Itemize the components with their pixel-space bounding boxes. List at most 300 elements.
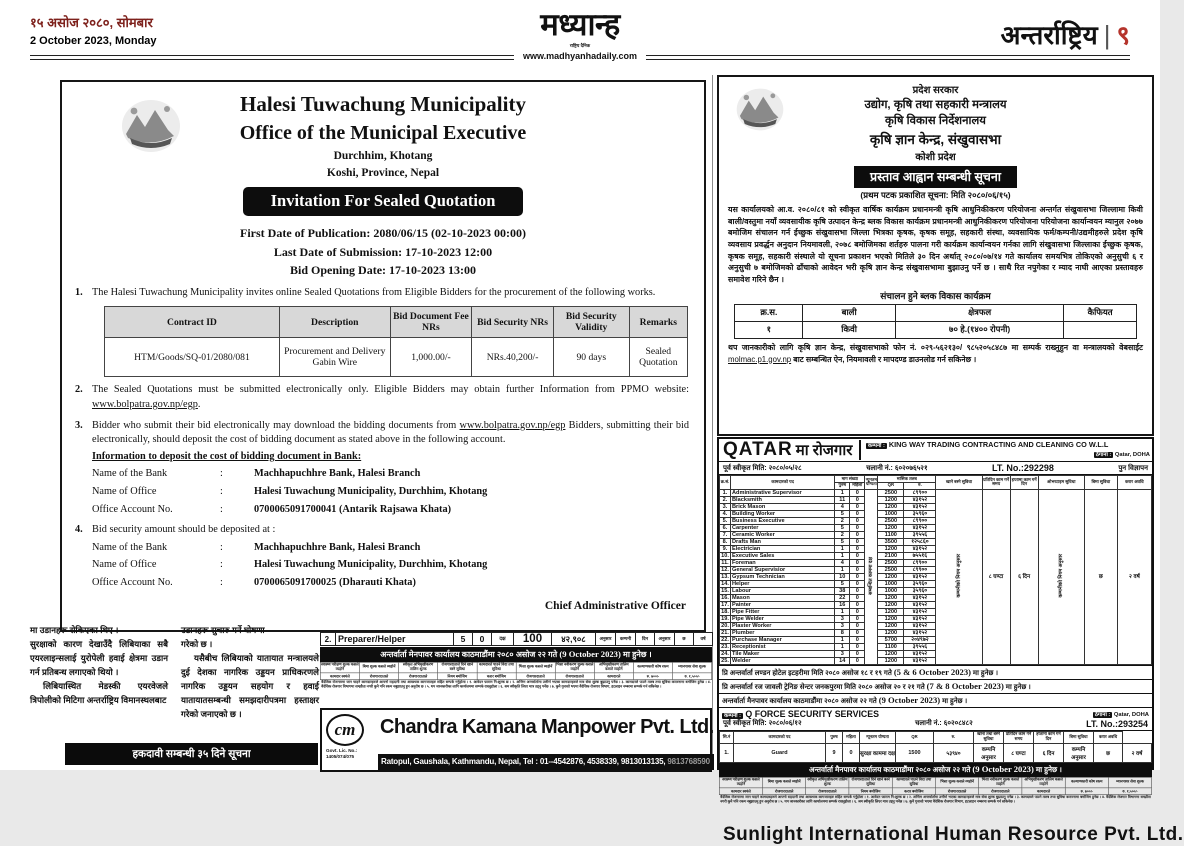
- account-row: [92, 503, 689, 518]
- fineprint-header: भिसा नवीकरण शुल्क कसले व्यहोर्ने: [979, 777, 1022, 787]
- job-cell: ८९९००: [904, 489, 936, 496]
- col-qr: QR: [878, 482, 904, 489]
- interview-text-end: मा हुनेछ ।: [940, 697, 968, 705]
- job-cell: 0: [850, 566, 865, 573]
- english-date: 2 October 2023, Monday: [30, 35, 157, 47]
- job-cell: 5.: [720, 517, 731, 524]
- account-row: [92, 576, 689, 591]
- qforce-col-header: सि.नं: [720, 731, 734, 743]
- fineprint-value: रोजगारदाताले: [935, 788, 978, 795]
- fineprint-value: रोजगारदाताले: [516, 672, 555, 679]
- job-cell: २०४९७२: [904, 636, 936, 643]
- job-cell: 0: [850, 496, 865, 503]
- office-name-value: Halesi Tuwachung Municipality, Durchhim, Khotang: [254, 486, 488, 498]
- notice-item-1: [62, 286, 704, 301]
- bar-text-end: मा हुनेछ ।: [1033, 765, 1062, 775]
- news-paragraph: सुरक्षाको कारण देखाउँदै लिबियाका सबै एयरलाइन्सलाई युरोपेली हवाई क्षेत्रमा उडान गर्न प्रतिबन्ध लगाएको थियो ।: [30, 638, 168, 677]
- col-crop: बाली: [803, 304, 895, 321]
- interview-date: (5 & 6 October 2023): [893, 666, 971, 677]
- item-text: [92, 419, 704, 518]
- job-cell: ४३१५२: [904, 524, 936, 531]
- fineprint-value: कामदारले: [594, 672, 633, 679]
- address-label: ठेगाना :: [1095, 452, 1112, 458]
- job-cell: ४३१५२: [904, 622, 936, 629]
- job-cell: ४३१५२: [904, 601, 936, 608]
- job-cell: 11.: [721, 559, 729, 566]
- qforce-lt-number: LT. No.:293254: [1086, 718, 1148, 729]
- job-cell: 1200: [878, 524, 904, 531]
- qforce-col-header: खाना तथा बस्ने सुविधा: [974, 731, 1004, 743]
- office-name-value: Halesi Tuwachung Municipality, Durchhim, Khotang: [254, 559, 488, 571]
- qatar-title-en: QATAR: [723, 439, 793, 460]
- preparer-row: [321, 633, 713, 646]
- col-remarks: कैफियत: [1064, 304, 1136, 321]
- job-cell: 9.: [720, 545, 731, 552]
- item3-text: Bidder who submit their bid electronically may download the bidding documents from: [92, 419, 460, 431]
- job-cell: 25.: [721, 657, 729, 664]
- bar-text: अन्तर्वार्ता मेनपावर कार्यालय काठमाडौंमा २०८० असोज २२ गते: [380, 649, 560, 659]
- fineprint-header: भिसा शुल्क कसले व्यहोर्ने: [516, 662, 555, 672]
- job-cell: 8.: [720, 538, 731, 545]
- section-name: अन्तर्राष्ट्रिय: [1000, 20, 1098, 50]
- job-cell: 2.: [720, 496, 731, 503]
- agri-program-table: [734, 304, 1137, 339]
- job-cell: 0: [850, 615, 865, 622]
- job-cell: ३५९६०: [904, 580, 936, 587]
- job-cell: 0: [850, 559, 865, 566]
- province-govt: प्रदेश सरकार: [912, 85, 959, 96]
- job-cell: 1.: [720, 489, 731, 496]
- masthead-tagline: राष्ट्रिय दैनिक: [569, 43, 591, 49]
- news-paragraph: लिबियास्थित मेडस्की एयरवेजले त्रिपोलीको मिटिगा अन्तर्राष्ट्रिय विमानस्थलबाट: [30, 680, 168, 705]
- bar-date: (9 October 2023): [559, 648, 621, 659]
- fineprint-value: करार बमोजिम: [892, 788, 935, 795]
- ministry-website-link[interactable]: molmac.p1.gov.np: [728, 354, 792, 364]
- col-work-hours: प्रतिदिन काम गर्ने समय: [982, 476, 1010, 490]
- col-area: क्षेत्रफल: [895, 304, 1064, 321]
- job-cell: 3: [835, 615, 850, 622]
- bank-info-heading: Information to deposit the cost of bidding document in Bank:: [92, 450, 362, 462]
- office-name-row: [92, 558, 689, 573]
- job-cell: 21.: [721, 629, 729, 636]
- job-cell: 0: [850, 510, 865, 517]
- row-sn: 2.: [321, 633, 336, 646]
- job-cell: Carpenter: [731, 524, 835, 531]
- masthead-title: मध्यान्ह: [540, 7, 620, 42]
- qforce-col-header: कामदारको पद: [734, 731, 826, 743]
- qatar-title-np: मा रोजगार: [795, 442, 853, 459]
- job-cell: 11: [835, 496, 850, 503]
- fineprint-value: रोजगारदाताले: [763, 788, 806, 795]
- row-benefit: कम्पनी: [616, 633, 636, 646]
- section-title: [1001, 16, 1130, 52]
- fineprint-header: रोजगारदाताले दिने खाने बस्ने सुविधा: [849, 777, 892, 787]
- fineprint-value: रु. ७००/-: [1065, 788, 1108, 795]
- col-female: महिला: [850, 482, 865, 489]
- qf-female: 0: [843, 743, 860, 762]
- fineprint-header-row: [719, 777, 1151, 787]
- job-cell: Administrative Supervisor: [731, 489, 835, 496]
- job-cell: 0: [850, 489, 865, 496]
- qforce-fineprint: [719, 777, 1152, 805]
- fineprint-paragraph: वैदेशिक रोजगारमा जान चाहने कामदारहरुले आफ्नो राहदानी तथा आवश्यक कागजातहरु सहित सम्पर्क गर्नुहोला । १. आवेदन फाराम नि:शुल्क छ । २. अन्तिम अन्तर्वार्तामा उत्तीर्ण भएका कामदारहरुले मात्र सेवा शुल्क बुझाउनु पर्नेछ । ३. कामदारले पाउने तलब तथा सुविधा करारनामा बमोजिम हुनेछ । ४. वैदेशिक रोजगार विभागमा सम्झौता नगरी कुनै पनि रकम नबुझाउनु हुन अनुरोध छ । ५. थप जानकारीका लागि कार्यालयमा सम्पर्क राख्नुहोला । ६. श्रम स्वीकृति लिएर मात्र उड्नु पर्नेछ । ७. कुनै गुनासो भएमा वैदेशिक रोजगार विभाग, हटलाइन नम्बरमा सम्पर्क गर्न सकिनेछ ।: [321, 679, 711, 689]
- job-cell: 0: [850, 657, 865, 664]
- job-cell: 1: [835, 545, 850, 552]
- job-cell: 1: [835, 608, 850, 615]
- fineprint-value: रोजगारदाताले: [979, 788, 1022, 795]
- job-cell: Executive Sales: [731, 552, 835, 559]
- job-cell: 1: [835, 636, 850, 643]
- row-salary-npr: ४२,९०८: [552, 633, 596, 646]
- job-cell: ३५९६०: [904, 510, 936, 517]
- row-male: 5: [454, 633, 473, 646]
- contract-table-header: [105, 307, 688, 338]
- qforce-col-header: महिला: [843, 731, 860, 743]
- qforce-col-header: करार अवधि: [1094, 731, 1123, 743]
- job-cell: 6.: [720, 524, 731, 531]
- qf-work-hours: ८ घण्टा: [1004, 743, 1034, 762]
- col-bid-doc-fee: Bid Document Fee NRs: [390, 307, 472, 338]
- job-cell: ४३१५२: [904, 594, 936, 601]
- fineprint-value-row: [320, 672, 711, 679]
- chandra-main: [378, 710, 714, 770]
- nepali-date: १५ असोज २०८०, सोमबार: [30, 15, 153, 30]
- bar-text: अन्तर्वार्ता मैनपावर कार्यालय काठमाडौंमा २०८० असोज २२ गते: [809, 765, 973, 775]
- agri-table-row: [735, 321, 1137, 338]
- agri-notice-subtitle: (प्रथम पटक प्रकाशित सूचना: मिति २०८०/०६/१५): [860, 190, 1011, 200]
- qatar-title: [719, 439, 856, 461]
- chalani-number: चलानी नं.: ६०२०७६५२१: [866, 464, 928, 472]
- office-label: Name of Office: [92, 559, 157, 571]
- qforce-approval-date: पूर्व स्वीकृत मिति: २०८०/०६/१२: [723, 720, 802, 728]
- job-cell: 22: [835, 594, 850, 601]
- cutoff-job-row: [320, 632, 713, 646]
- fineprint-header: भिसा शुल्क कसले व्यहोर्ने: [935, 777, 978, 787]
- contract-id: HTM/Goods/SQ-01/2080/081: [105, 338, 280, 377]
- fineprint-value: नियम बमोजिम: [849, 788, 892, 795]
- website-link[interactable]: www.madhyanhadaily.com: [514, 51, 646, 61]
- qatar-employment-ad: [717, 437, 1184, 845]
- ppmo-website-link[interactable]: www.bolpatra.gov.np/egp: [92, 399, 198, 410]
- cm-logo-icon: cm: [326, 714, 364, 746]
- sn-value: १: [735, 321, 803, 338]
- job-cell: 13.: [721, 573, 729, 580]
- job-cell: कम्पनीको नियम अनुसार: [1038, 489, 1084, 664]
- job-cell: ६ दिन: [1010, 489, 1038, 664]
- fineprint-value: रु. १,५००/-: [673, 672, 712, 679]
- company-label: कम्पनी :: [867, 443, 885, 449]
- job-cell: ४३१५२: [904, 503, 936, 510]
- qforce-col-header: पुरुष: [826, 731, 843, 743]
- item-number: 1.: [75, 286, 83, 298]
- col-sn: क्र.स.: [735, 304, 803, 321]
- item-text: [92, 383, 704, 412]
- agriculture-notice: [717, 75, 1154, 436]
- job-cell: 0: [850, 622, 865, 629]
- notice-item-4: [62, 523, 704, 590]
- interview-text: अन्तर्वार्ता मैनपावर कार्यालय काठमाडौंमा २०८० असोज २२ गते: [722, 697, 879, 705]
- col-overtime: ओभरटाइम सुविधा: [1038, 476, 1084, 490]
- col-salary: मासिक तलब: [878, 476, 936, 483]
- item-number: 3.: [75, 419, 83, 431]
- job-cell: 0: [850, 503, 865, 510]
- job-cell: ८९९००: [904, 566, 936, 573]
- job-cell: Welder: [731, 657, 835, 664]
- job-cell: ४३१५२: [904, 629, 936, 636]
- job-cell: 15.: [721, 587, 729, 594]
- bolpatra-link[interactable]: www.bolpatra.gov.np/egp: [459, 419, 566, 431]
- job-cell: 3.: [720, 503, 731, 510]
- fineprint-header: स्वास्थ्य परीक्षण शुल्क कसले व्यहोर्ने: [321, 662, 359, 671]
- fineprint-value: रोजगारदाताले: [555, 672, 594, 679]
- news-cut-line: उडानहरू सुचारु गर्ने घोषणा: [181, 625, 265, 635]
- job-cell: 23.: [721, 643, 729, 650]
- fineprint-header: अभिमुखीकरण तालिम कसले व्यहोर्ने: [594, 662, 633, 672]
- job-cell: 0: [850, 636, 865, 643]
- job-cell: 2: [835, 517, 850, 524]
- job-cell: Tile Maker: [731, 650, 835, 657]
- job-cell: 1200: [878, 622, 904, 629]
- middle-bottom-strip: [320, 632, 712, 770]
- job-cell: 12.: [721, 566, 729, 573]
- account-number: 0700065091700025 (Dharauti Khata): [254, 577, 416, 589]
- job-cell: Gypsum Technician: [731, 573, 835, 580]
- account-number: 0700065091700041 (Antarik Rajsawa Khata): [254, 503, 452, 515]
- notice-title: Invitation For Sealed Quotation: [243, 187, 524, 216]
- chandra-kamana-ad: [320, 708, 712, 772]
- job-cell: 16.: [721, 594, 729, 601]
- job-cell: 0: [850, 580, 865, 587]
- job-cell: Helper: [731, 580, 835, 587]
- item-number: 2.: [75, 384, 83, 396]
- job-cell: Receptionist: [731, 643, 835, 650]
- job-cell: 1200: [878, 615, 904, 622]
- job-cell: 5: [835, 524, 850, 531]
- footer-text-end: बाट सम्बन्धित ऐन, नियमावली र मापदण्ड डाउनलोड गर्न सकिनेछ ।: [791, 354, 977, 364]
- fineprint-header: म्यानपावर सेवा शुल्क: [673, 662, 712, 672]
- job-cell: Brick Mason: [731, 503, 835, 510]
- col-bid-security: Bid Security NRs: [472, 307, 554, 338]
- chandra-address: [378, 754, 714, 770]
- qforce-header-row: [720, 731, 1152, 743]
- col-sn: क्र.सं.: [720, 476, 731, 490]
- govt-emblem-icon: [735, 87, 785, 137]
- interview-text-end: मा हुनेछ ।: [1003, 683, 1031, 691]
- job-cell: १२५८६०: [904, 538, 936, 545]
- interview-line-2: [719, 679, 1152, 693]
- crop-value: किवी: [803, 321, 895, 338]
- bid-doc-fee: 1,000.00/-: [390, 338, 472, 377]
- account-label: Office Account No.: [92, 577, 173, 589]
- job-cell: 5700: [878, 636, 904, 643]
- bid-validity: 90 days: [553, 338, 629, 377]
- chandra-address-text: Ratopul, Gaushala, Kathmandu, Nepal, Tel : 01--4542876, 4538339, 9813013135,: [381, 757, 668, 767]
- qforce-col-header: प्रतिदिन काम गर्ने समय: [1004, 731, 1034, 743]
- colon: :: [220, 541, 223, 553]
- job-cell: 18.: [721, 608, 729, 615]
- contract-table: [104, 306, 688, 377]
- office-name: Office of the Municipal Executive: [239, 122, 527, 144]
- job-cell: Blacksmith: [731, 496, 835, 503]
- mid-interview-bar: [320, 647, 712, 662]
- col-male: पुरुष: [835, 482, 850, 489]
- job-cell: 24.: [721, 650, 729, 657]
- job-cell: 0: [850, 573, 865, 580]
- bank-name: Machhapuchhre Bank, Halesi Branch: [254, 541, 421, 553]
- job-cell: ८९९००: [904, 517, 936, 524]
- job-cell: 2500: [878, 566, 904, 573]
- job-cell: 2500: [878, 517, 904, 524]
- qforce-company-name: Q FORCE SECURITY SERVICES: [745, 708, 880, 719]
- qf-sn: 1.: [720, 743, 734, 762]
- company-label: कम्पनी :: [724, 712, 741, 719]
- job-cell: ३९५५६: [904, 531, 936, 538]
- job-cell: ४३१५२: [904, 545, 936, 552]
- qforce-chalani: चलानी नं.: ६०२०८४८२: [914, 720, 973, 728]
- remarks-value: [1064, 321, 1136, 338]
- job-cell: 5: [835, 538, 850, 545]
- news-snippet: [30, 625, 319, 738]
- job-cell: 8: [835, 629, 850, 636]
- fineprint-header: स्वीकृत अभिमुखीकरण तालिम शुल्क: [399, 662, 438, 672]
- jobs-header-row-1: [720, 476, 1152, 483]
- office-address-1: Durchhim, Khotang: [333, 150, 433, 162]
- office-name-row: [92, 485, 689, 500]
- footer-text: थप जानकारीको लागि कृषि ज्ञान केन्द्र, संखुवासभाको फोन नं. ०२९-५६२१३०/ ९८५२०५८४८७ मा सम्पर्क राख्नुहुन वा मन्त्रालयको वेबसाईट: [728, 342, 1143, 352]
- qf-overtime: कम्पनि अनुसार: [1064, 743, 1094, 762]
- agri-table-header: [735, 304, 1137, 321]
- job-cell: 0: [850, 552, 865, 559]
- interview-text: प्रि अन्तर्वार्ता रज जावली ट्रेनिङ सेन्टर जनकपुरमा मिति २०८० असोज २० र २१ गते: [722, 683, 927, 691]
- fineprint-header: रोजगारदाताले दिने खाने बस्ने सुविधा: [438, 662, 477, 672]
- interview-date: (9 October 2023): [878, 694, 941, 705]
- qforce-col-header: रु.: [934, 731, 974, 743]
- qf-work-days: ६ दिन: [1034, 743, 1064, 762]
- job-cell: 4: [835, 503, 850, 510]
- job-cell: 1200: [878, 657, 904, 664]
- job-cell: Labour: [731, 587, 835, 594]
- fineprint-header: बिमा शुल्क कसले व्यहोर्ने: [359, 662, 398, 672]
- job-cell: 5: [835, 580, 850, 587]
- qforce-job-table: [719, 731, 1152, 763]
- notice-item-2: [62, 383, 704, 412]
- qforce-job-row: [720, 743, 1152, 762]
- job-cell: ४३१५२: [904, 650, 936, 657]
- company-address: Qatar, DOHA: [1114, 452, 1150, 458]
- row-salary-qr: 100: [514, 633, 552, 646]
- news-paragraph: गरेको छ ।: [181, 638, 213, 649]
- interview-text: प्रि अन्तर्वार्ता लण्डन होटेल इटहरीमा मिति २०८० असोज १८ र १९ गते: [722, 669, 894, 677]
- col-demand: माग संख्या: [835, 476, 865, 483]
- job-cell: Plaster Worker: [731, 622, 835, 629]
- chandra-company-name: Chandra Kamana Manpower Pvt. Ltd.: [380, 716, 714, 739]
- fineprint-paragraph: वैदेशिक रोजगारमा जान चाहने कामदारहरुले आफ्नो राहदानी तथा आवश्यक कागजातहरु सहित सम्पर्क गर्नुहोला । १. आवेदन फाराम नि:शुल्क छ । २. अन्तिम अन्तर्वार्तामा उत्तीर्ण भएका कामदारहरुले मात्र सेवा शुल्क बुझाउनु पर्नेछ । ३. कामदारले पाउने तलब तथा सुविधा करारनामा बमोजिम हुनेछ । ४. वैदेशिक रोजगार विभागमा सम्झौता नगरी कुनै पनि रकम नबुझाउनु हुन अनुरोध छ । ५. थप जानकारीका लागि कार्यालयमा सम्पर्क राख्नुहोला । ६. श्रम स्वीकृति लिएर मात्र उड्नु पर्नेछ । ७. कुनै गुनासो भएमा वैदेशिक रोजगार विभाग, हटलाइन नम्बरमा सम्पर्क गर्न सकिनेछ ।: [720, 795, 1151, 804]
- job-cell: Mason: [731, 594, 835, 601]
- job-cell: 2100: [878, 552, 904, 559]
- job-cell: Drafts Man: [731, 538, 835, 545]
- job-cell: 38: [835, 587, 850, 594]
- section-separator: |: [1103, 20, 1111, 50]
- item-number: 4.: [75, 524, 83, 536]
- qatar-jobs-table: [719, 475, 1152, 665]
- col-bid-validity: Bid Security Validity: [553, 307, 629, 338]
- column-divider: [712, 75, 713, 770]
- directorate-name: कृषि विकास निर्देशनालय: [885, 115, 986, 127]
- fineprint-header: स्वास्थ्य परीक्षण शुल्क कसले व्यहोर्ने: [719, 777, 762, 787]
- interview-text-end: मा हुनेछ ।: [970, 669, 998, 677]
- row-female: 0: [473, 633, 492, 646]
- job-cell: 1100: [878, 643, 904, 650]
- address-label: ठेगाना :: [1094, 711, 1111, 718]
- item2-text: The Sealed Quotations must be submitted electronically only. Eligible Bidders may obtain further Information from PPMO website:: [92, 384, 689, 396]
- contract-description: Procurement and Delivery Gabin Wire: [279, 338, 390, 377]
- bar-text-end: मा हुनेछ ।: [620, 649, 652, 659]
- job-cell: 0: [850, 608, 865, 615]
- job-cell: 20.: [721, 622, 729, 629]
- qforce-address: Qatar, DOHA: [1113, 711, 1149, 718]
- job-cell: 16: [835, 601, 850, 608]
- job-cell: कम्पनीको नियम अनुसार: [936, 489, 982, 664]
- job-cell: 1200: [878, 650, 904, 657]
- office-label: Name of Office: [92, 486, 157, 498]
- first-publication-date: First Date of Publication: 2080/06/15 (02-10-2023 00:00): [240, 226, 526, 240]
- item-text: [92, 523, 704, 590]
- fineprint-header: अभिमुखीकरण तालिम कसले व्यहोर्ने: [1022, 777, 1065, 787]
- job-cell: Pipe Welder: [731, 615, 835, 622]
- job-cell: 3: [835, 622, 850, 629]
- job-cell: सम्बन्धित काममा दक्ष: [865, 489, 878, 664]
- col-work-days: हप्तामा काम गर्ने दिन: [1010, 476, 1038, 490]
- company-name: KING WAY TRADING CONTRACTING AND CLEANING CO W.L.L: [888, 440, 1109, 449]
- bid-security-amount: NRs.40,200/-: [472, 338, 554, 377]
- row-benefit: वर्ष: [694, 633, 713, 646]
- center-name: कृषि ज्ञान केन्द्र, संखुवासभा: [869, 132, 1002, 147]
- interview-line-1: [719, 665, 1152, 679]
- item4-text: Bid security amount should be deposited at :: [92, 524, 276, 536]
- qf-salary-qr: 1500: [896, 743, 934, 762]
- job-cell: छ: [1084, 489, 1117, 664]
- qf-salary-npr: ५३९४०: [934, 743, 974, 762]
- claim-notice-bar: हकदावी सम्बन्धी ३५ दिने सूचना: [65, 743, 318, 765]
- qforce-col-header: बिमा सुविधा: [1064, 731, 1094, 743]
- job-cell: 0: [850, 650, 865, 657]
- signature: Chief Administrative Officer: [544, 599, 686, 612]
- job-cell: General Supervisior: [731, 566, 835, 573]
- job-cell: 1: [835, 566, 850, 573]
- item2-text-end: .: [197, 399, 201, 410]
- job-cell: ८ घण्टा: [982, 489, 1010, 664]
- job-cell: ४३१५२: [904, 496, 936, 503]
- job-cell: २ वर्ष: [1117, 489, 1151, 664]
- job-cell: 0: [850, 517, 865, 524]
- job-cell: Business Executive: [731, 517, 835, 524]
- job-cell: 2500: [878, 559, 904, 566]
- job-cell: 1200: [878, 545, 904, 552]
- office-address-2: Koshi, Province, Nepal: [326, 167, 440, 179]
- job-cell: Pipe Fitter: [731, 608, 835, 615]
- row-benefit: अनुसार: [655, 633, 675, 646]
- job-cell: Building Worker: [731, 510, 835, 517]
- fineprint-header: कल्याणकारी कोष रकम: [1065, 777, 1108, 787]
- area-value: ७० हे.(१४०० रोपनी): [895, 321, 1064, 338]
- job-cell: Purchase Manager: [731, 636, 835, 643]
- fineprint-value-row: [719, 788, 1151, 795]
- qforce-approval-row: [719, 719, 1152, 731]
- row-qualification: दक्ष: [492, 633, 514, 646]
- contract-row: [105, 338, 688, 377]
- qf-position: Guard: [734, 743, 826, 762]
- job-cell: 1200: [878, 629, 904, 636]
